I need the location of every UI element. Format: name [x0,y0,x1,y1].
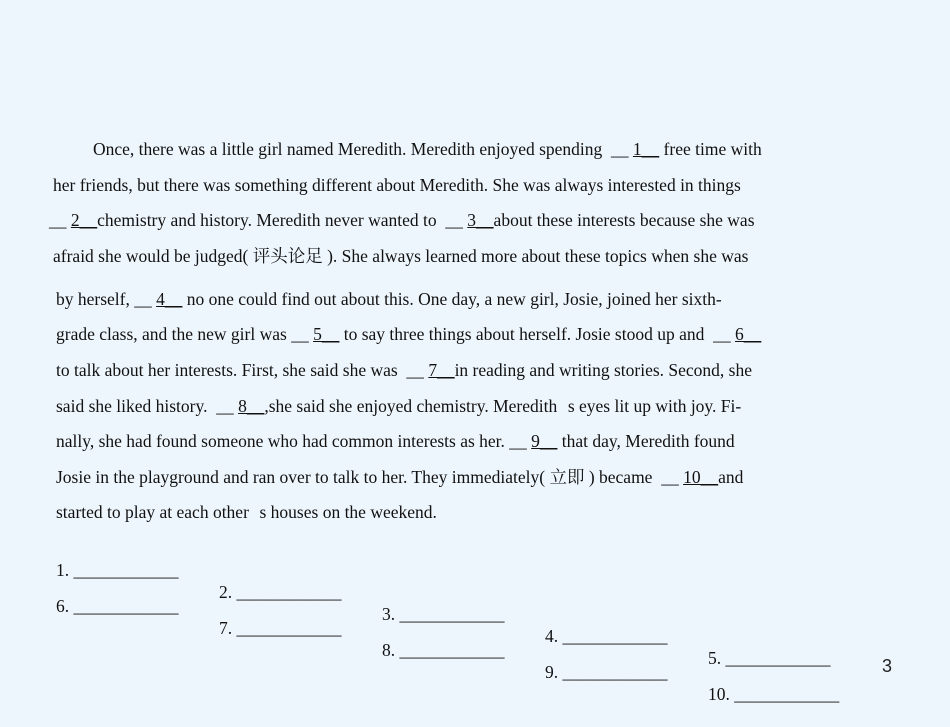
answer-blank-4[interactable]: 4. ____________ [545,626,668,646]
answer-blank-6[interactable]: 6. ____________ [56,596,179,616]
answer-blank-7[interactable]: 7. ____________ [219,618,342,638]
passage-line-1: Once, there was a little girl named Meredith. Meredith enjoyed spending __ 1__ free time with [93,139,762,159]
passage-line-6: grade class, and the new girl was __ 5__ to say three things about herself. Josie stood up and __ 6__ [56,324,762,344]
answer-blank-2[interactable]: 2. ____________ [219,582,342,602]
answer-blank-5[interactable]: 5. ____________ [708,648,831,668]
passage-line-2: her friends, but there was something different about Meredith. She was always interested in things [53,175,741,195]
page-number: 3 [881,656,892,676]
answer-blank-9[interactable]: 9. ____________ [545,662,668,682]
answer-blank-10[interactable]: 10. ____________ [708,684,840,704]
answer-row-2 [0,573,950,727]
passage-line-11: started to play at each others houses on the weekend. [56,502,437,522]
passage-line-9: nally, she had found someone who had common interests as her. __ 9__ that day, Meredith found [56,431,735,451]
passage-line-8: said she liked history. __ 8__,she said she enjoyed chemistry. Merediths eyes lit up with joy. Fi- [56,396,742,416]
passage-line-4: afraid she would be judged( 评头论足 ). She always learned more about these topics when she was [53,246,749,266]
answer-blank-3[interactable]: 3. ____________ [382,604,505,624]
answer-blank-8[interactable]: 8. ____________ [382,640,505,660]
answer-blank-1[interactable]: 1. ____________ [56,560,179,580]
passage-line-3: __ 2__chemistry and history. Meredith never wanted to __ 3__about these interests because she was [49,210,755,230]
passage-line-5: by herself, __ 4__ no one could find out about this. One day, a new girl, Josie, joined her sixth- [56,289,722,309]
passage-line-10: Josie in the playground and ran over to talk to her. They immediately( 立即 ) became __ 10__and [56,467,744,487]
passage-line-7: to talk about her interests. First, she said she was __ 7__in reading and writing stories. Second, she [56,360,753,380]
